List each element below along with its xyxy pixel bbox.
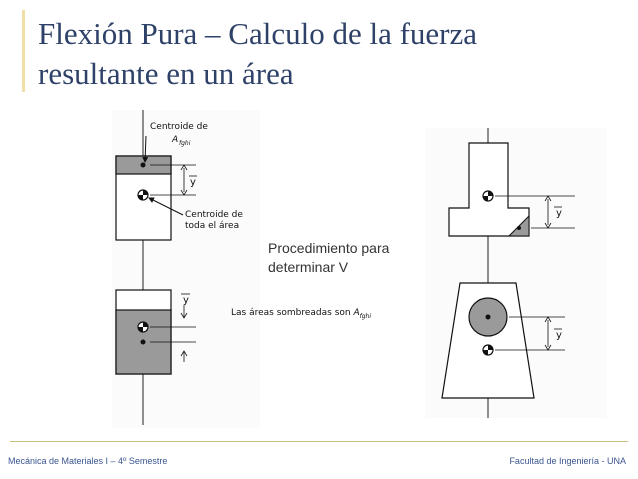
ybar-upper-label: y — [190, 177, 196, 188]
procedure-note — [268, 239, 389, 277]
title-line-2: resultante en un área — [38, 56, 294, 91]
centroid-a-label-1: Centroide de — [150, 122, 208, 132]
right-figure — [425, 128, 607, 418]
ybar-t-label: y — [556, 208, 562, 219]
shaded-note-text: Las áreas sombreadas son — [231, 308, 354, 318]
centroid-a-label-2: A — [172, 135, 179, 145]
footer-course: Mecánica de Materiales I – 4º Semestre — [8, 456, 168, 466]
lower-centroid-a-dot — [141, 340, 146, 345]
centroid-total-label-1: Centroide de — [185, 210, 243, 220]
procedure-line-1: Procedimiento para — [268, 240, 390, 256]
centroid-a-subscript: fghi — [179, 140, 191, 147]
ybar-lower-label: y — [183, 295, 189, 306]
title-line-1: Flexión Pura – Calculo de la fuerza — [38, 16, 478, 51]
footer-divider — [10, 441, 628, 442]
centroid-a-dot — [141, 163, 146, 168]
procedure-line-2: determinar V — [268, 259, 349, 275]
footer-faculty: Facultad de Ingeniería - UNA — [509, 456, 626, 466]
shaded-note-sub: fghi — [359, 313, 372, 320]
ybar-trap-label: y — [556, 330, 562, 341]
shaded-note-a: A — [353, 308, 360, 318]
left-figure — [112, 110, 260, 428]
centroid-total-label-2: toda el área — [185, 221, 240, 231]
